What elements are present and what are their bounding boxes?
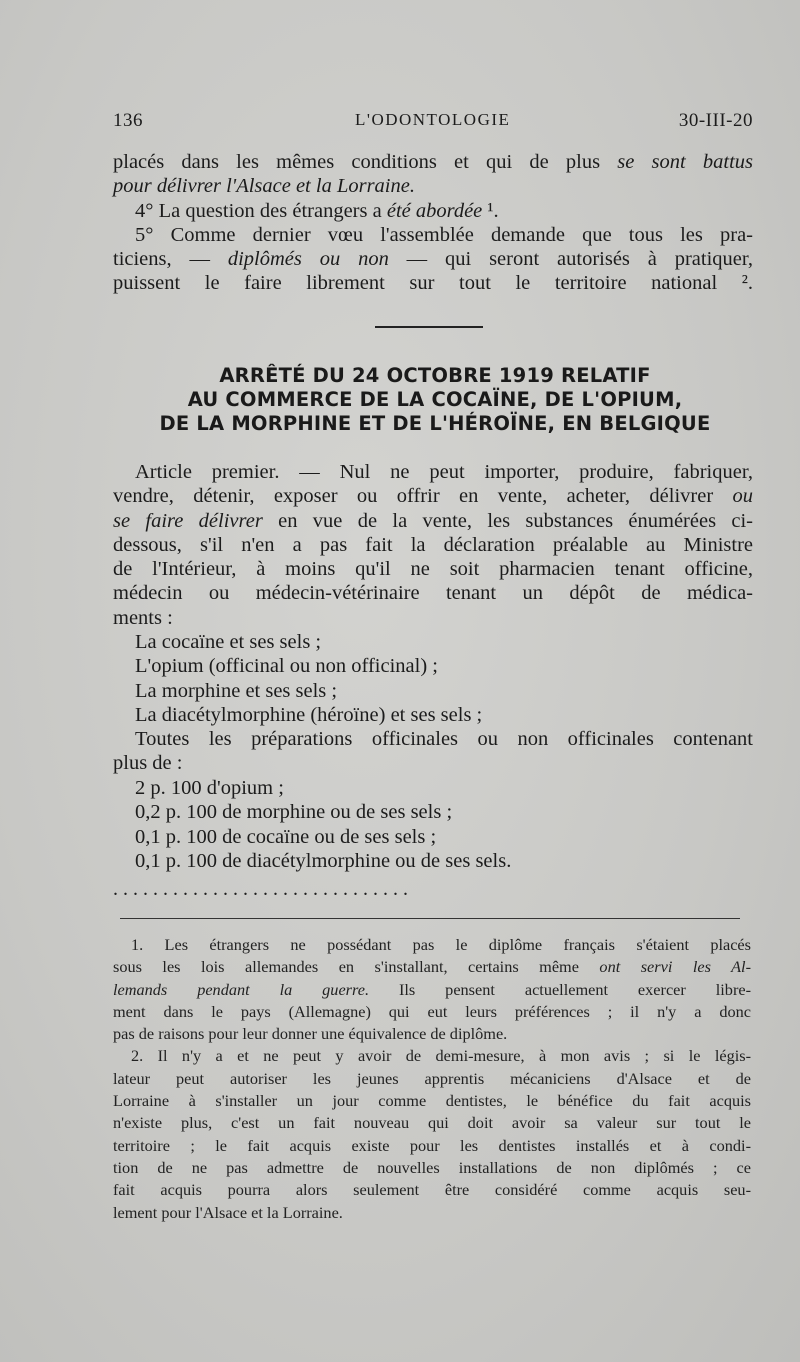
footnote-1 [113,934,751,1045]
footnote-divider [120,918,740,919]
threshold-item: 0,1 p. 100 de diacétylmorphine ou de ses sels. [135,849,512,872]
text-run: 4° La question des étrangers a [135,199,387,222]
text-run: en vue de la vente, les substances énumérées ci- [262,509,753,532]
heading-line-1: ARRÊTÉ DU 24 OCTOBRE 1919 RELATIF [219,364,651,387]
text-run: dessous, s'il n'en a pas fait la déclaration préalable au Ministre [113,533,753,556]
threshold-item: 2 p. 100 d'opium ; [135,777,284,799]
footnote-line [113,1179,751,1201]
footnotes [113,934,751,1224]
text-run: sous les lois allemandes en s'installant, certains même [113,957,600,977]
text-run: pas de raisons pour leur donner une équivalence de diplôme. [113,1024,508,1044]
text-line [113,533,753,557]
threshold-list [113,776,753,873]
footnote-line [113,1045,751,1067]
text-run: médecin ou médecin-vétérinaire tenant un dépôt de médica- [113,582,753,605]
text-run: ticiens, — [113,248,228,271]
heading-line-2: AU COMMERCE DE LA COCAÏNE, DE L'OPIUM, [187,388,683,411]
text-line [113,174,753,198]
text-run: ¹. [482,199,499,222]
text-run: fait acquis pourra alors seulement être considéré comme acquis seu- [113,1180,751,1200]
text-run: puissent le faire librement sur tout le territoire national ². [113,272,753,295]
section-divider [375,326,483,328]
footnote-line [113,956,751,978]
text-run: Ils pensent actuellement exercer libre- [369,979,752,999]
preparations-text [113,727,753,776]
text-line [113,606,753,630]
text-line: Toutes les préparations officinales ou non officinales contenant [135,728,753,750]
text-run: Lorraine à s'installer un jour comme dentistes, le bénéfice du fait acquis [113,1091,751,1111]
text-run: territoire ; le fait acquis existe pour les dentistes installés et à condi- [113,1135,751,1155]
text-line [113,271,753,295]
footnote-line [113,1157,751,1179]
italic-text: diplômés ou non [227,248,389,271]
text-line [113,557,753,581]
text-run: ments : [113,606,173,629]
footnote-line [113,1068,751,1090]
text-line [113,150,753,174]
text-run: 2. Il n'y a et ne peut y avoir de demi-mesure, à mon avis ; si le légis- [131,1046,751,1066]
text-run: placés dans les mêmes conditions et qui de plus [113,151,618,173]
italic-text: se faire délivrer [113,509,263,532]
italic-text: été abordée [386,199,483,222]
text-run: lement pour l'Alsace et la Lorraine. [113,1202,343,1222]
text-run: 5° Comme dernier vœu l'assemblée demande que tous les pra- [135,223,753,246]
footnote-line [113,934,751,956]
italic-text: ou [732,485,753,508]
text-run: de l'Intérieur, à moins qu'il ne soit pharmacien tenant officine, [113,558,753,581]
italic-text: pour délivrer l'Alsace et la Lorraine. [113,175,415,198]
substance-list [113,630,753,727]
text-line [113,199,753,223]
text-line [113,223,753,247]
article-text [113,460,753,630]
text-run: ment dans le pays (Allemagne) qui eut leurs préférences ; il n'y a donc [113,1001,751,1021]
threshold-item: 0,2 p. 100 de morphine ou de ses sels ; [135,801,453,824]
text-run: vendre, détenir, exposer ou offrir en vente, acheter, délivrer [113,485,733,508]
footnote-line [113,1001,751,1023]
substance-item: L'opium (officinal ou non officinal) ; [135,655,438,678]
issue-date: 30-III-20 [678,110,753,131]
running-header [113,110,753,138]
text-run: n'existe plus, c'est un fait nouveau qui doit avoir sa valeur sur tout le [113,1113,751,1133]
heading-line-3: DE LA MORPHINE ET DE L'HÉROÏNE, EN BELGIQUE [159,412,711,435]
footnote-line [113,1023,751,1045]
substance-item: La morphine et ses sels ; [135,679,338,702]
footnote-line [113,1202,751,1224]
footnote-line [113,979,751,1001]
text-line: plus de : [113,752,183,775]
italic-text: lemands pendant la guerre. [113,979,370,999]
text-line [113,509,753,533]
intro-paragraphs [113,150,753,296]
text-run: Article premier. — Nul ne peut importer, produire, fabriquer, [135,461,753,483]
footnote-line [113,1135,751,1157]
section-heading [105,364,765,436]
italic-text: ont servi les Al- [599,957,751,977]
substance-item: La cocaïne et ses sels ; [135,631,322,653]
footnote-2 [113,1045,751,1223]
text-line [113,460,753,484]
page-number: 136 [113,110,143,131]
threshold-item: 0,1 p. 100 de cocaïne ou de ses sels ; [135,825,437,848]
text-run: 1. Les étrangers ne possédant pas le diplôme français s'étaient placés [131,935,751,954]
footnote-line [113,1112,751,1134]
substance-item: La diacétylmorphine (héroïne) et ses sels ; [135,703,483,726]
footnote-line [113,1090,751,1112]
text-run: — qui seront autorisés à pratiquer, [388,248,753,271]
text-run: tion de ne pas admettre de nouvelles installations de non diplômés ; ce [113,1157,751,1177]
text-line [113,247,753,271]
ellipsis-line: . . . . . . . . . . . . . . . . . . . . . . . . . . . . . . [113,878,408,900]
text-line [113,484,753,508]
text-run: lateur peut autoriser les jeunes apprentis mécaniciens d'Alsace et de [113,1068,751,1088]
italic-text: se sont battus [617,151,753,173]
journal-title: L'ODONTOLOGIE [355,110,511,129]
text-line [113,581,753,605]
